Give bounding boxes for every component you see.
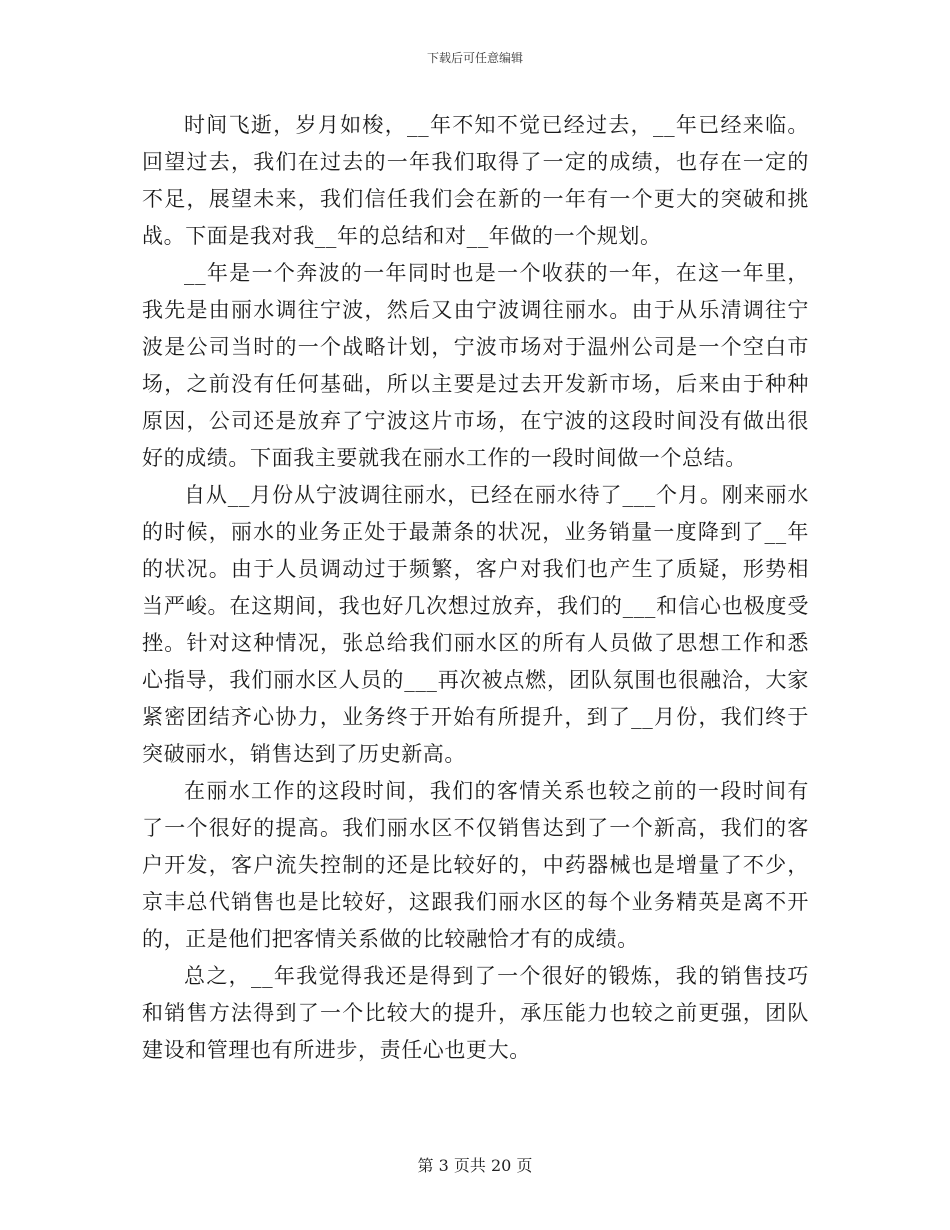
paragraph-1: 时间飞逝，岁月如梭，__年不知不觉已经过去，__年已经来临。回望过去，我们在过去的一年我们取得了一定的成绩，也存在一定的不足，展望未来，我们信任我们会在新的一年有一个更大的突破和挑战。下面是我对我__年的总结和对__年做的一个规划。: [142, 113, 809, 248]
page-number-footer: 第 3 页共 20 页: [417, 1156, 533, 1175]
paragraph-3: 自从__月份从宁波调往丽水，已经在丽水待了___个月。刚来丽水的时候，丽水的业务正处于最萧条的状况，业务销量一度降到了__年的状况。由于人员调动过于频繁，客户对我们也产生了质疑，形势相当严峻。在这期间，我也好几次想过放弃，我们的___和信心也极度受挫。针对这种情况，张总给我们丽水区的所有人员做了思想工作和悉心指导，我们丽水区人员的___再次被点燃，团队氛围也很融洽，大家紧密团结齐心协力，业务终于开始有所提升，到了__月份，我们终于突破丽水，销售达到了历史新高。: [142, 483, 809, 766]
paragraph-5: 总之，__年我觉得我还是得到了一个很好的锻炼，我的销售技巧和销售方法得到了一个比较大的提升，承压能力也较之前更强，团队建设和管理也有所进步，责任心也更大。: [142, 964, 809, 1062]
page-header: 下载后可任意编辑: [426, 51, 523, 65]
paragraph-2: __年是一个奔波的一年同时也是一个收获的一年，在这一年里，我先是由丽水调往宁波，然后又由宁波调往丽水。由于从乐清调往宁波是公司当时的一个战略计划，宁波市场对于温州公司是一个空白市场，之前没有任何基础，所以主要是过去开发新市场，后来由于种种原因，公司还是放弃了宁波这片市场，在宁波的这段时间没有做出很好的成绩。下面我主要就我在丽水工作的一段时间做一个总结。: [142, 261, 809, 470]
paragraph-4: 在丽水工作的这段时间，我们的客情关系也较之前的一段时间有了一个很好的提高。我们丽水区不仅销售达到了一个新高，我们的客户开发，客户流失控制的还是比较好的，中药器械也是增量了不少，京丰总代销售也是比较好，这跟我们丽水区的每个业务精英是离不开的，正是他们把客情关系做的比较融恰才有的成绩。: [142, 779, 809, 951]
document-body: [142, 107, 809, 1069]
